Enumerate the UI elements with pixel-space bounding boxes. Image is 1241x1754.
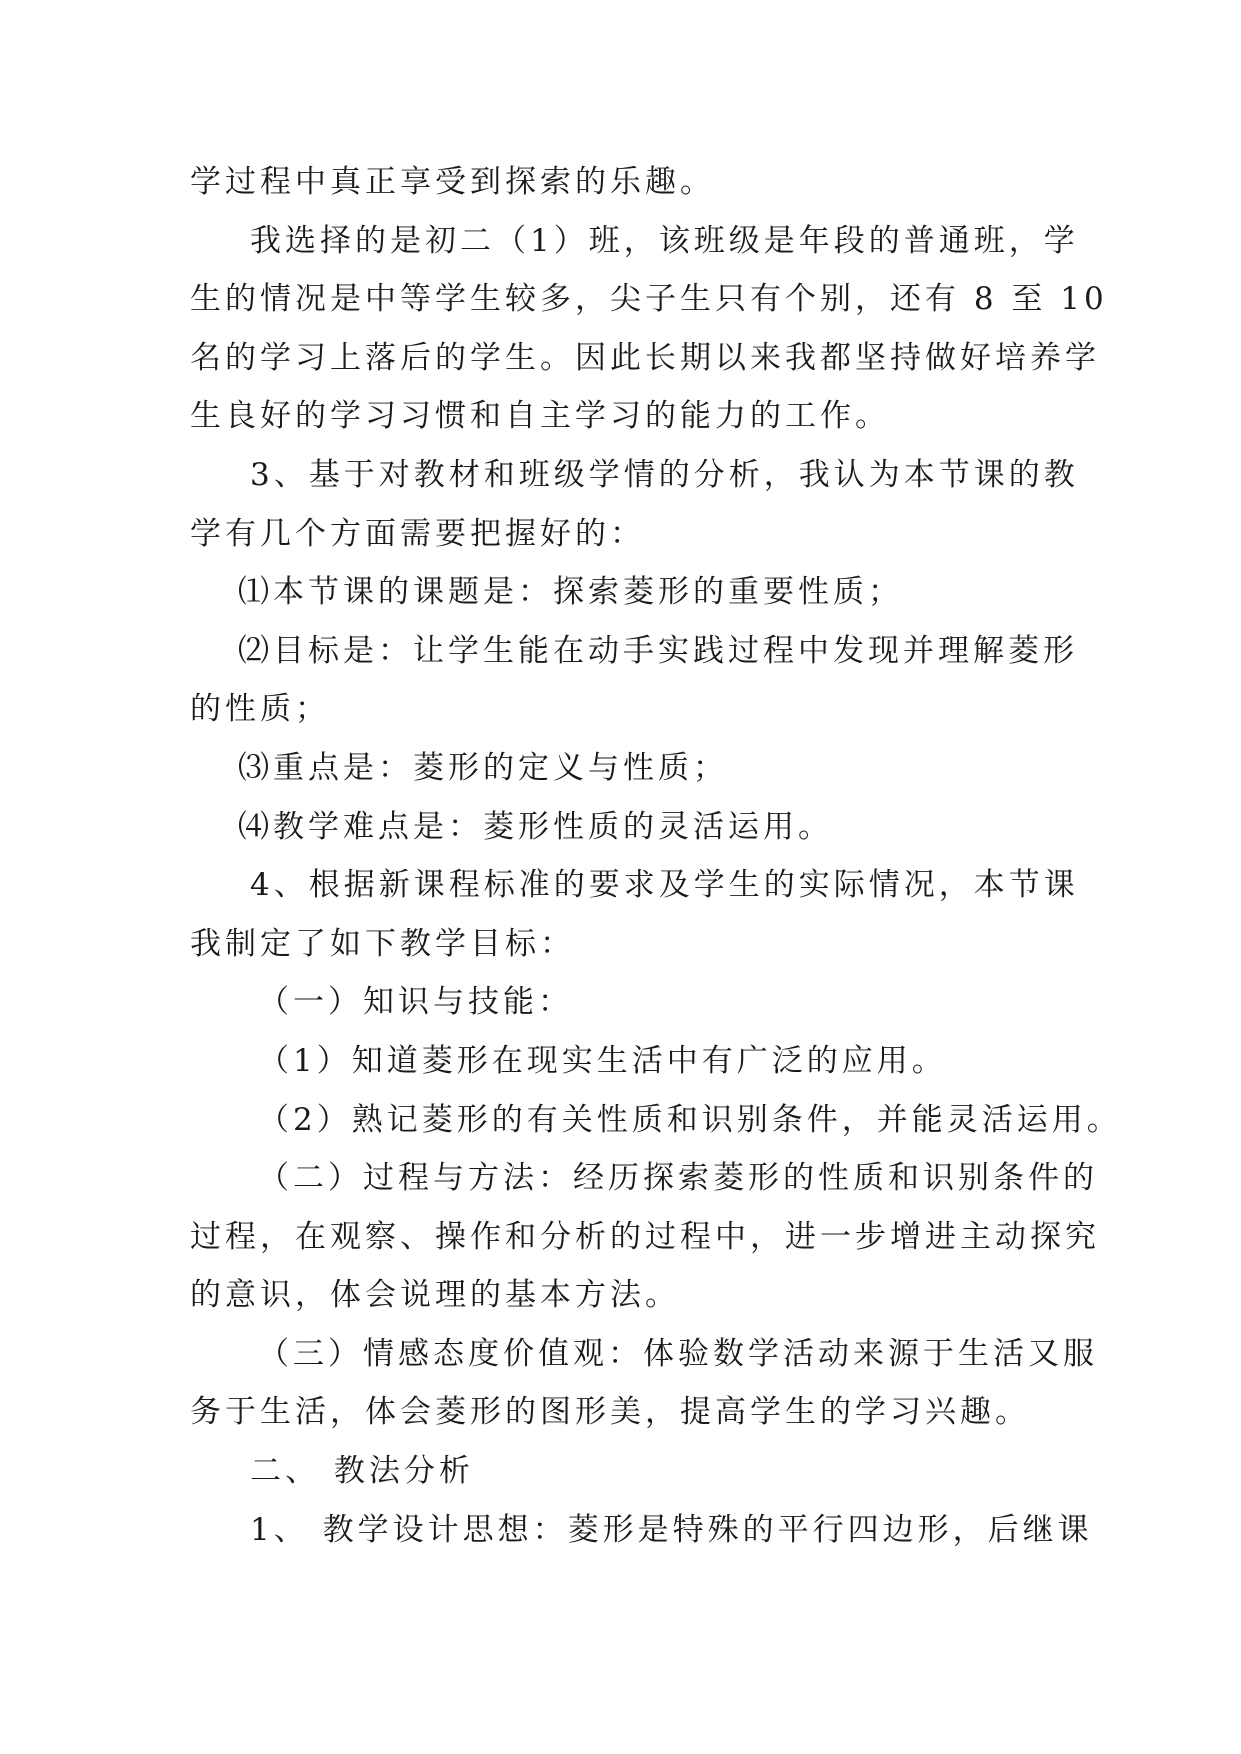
text-line: 生的情况是中等学生较多，尖子生只有个别，还有 8 至 10 bbox=[190, 281, 1108, 318]
text-line: 4、根据新课程标准的要求及学生的实际情况，本节课 bbox=[250, 867, 1079, 904]
text-line: 名的学习上落后的学生。因此长期以来我都坚持做好培养学 bbox=[190, 339, 1100, 376]
text-line: 学过程中真正享受到探索的乐趣。 bbox=[190, 164, 715, 200]
text-line: 1、 教学设计思想：菱形是特殊的平行四边形，后继课 bbox=[250, 1511, 1093, 1548]
section-heading: 二、 教法分析 bbox=[250, 1453, 474, 1490]
text-line: （2）熟记菱形的有关性质和识别条件，并能灵活运用。 bbox=[258, 1101, 1122, 1138]
text-line: 我制定了如下教学目标： bbox=[190, 925, 575, 962]
text-line: ⑴本节课的课题是：探索菱形的重要性质； bbox=[238, 574, 903, 611]
text-line: ⑵目标是：让学生能在动手实践过程中发现并理解菱形 bbox=[238, 632, 1078, 669]
text-line: ⑷教学难点是：菱形性质的灵活运用。 bbox=[238, 808, 833, 845]
text-line: （三）情感态度价值观：体验数学活动来源于生活又服 bbox=[258, 1335, 1098, 1372]
text-line: 我选择的是初二（1）班，该班级是年段的普通班，学 bbox=[250, 222, 1079, 259]
text-line: （1）知道菱形在现实生活中有广泛的应用。 bbox=[258, 1042, 947, 1079]
text-line: 3、基于对教材和班级学情的分析，我认为本节课的教 bbox=[250, 456, 1079, 493]
text-line: 生良好的学习习惯和自主学习的能力的工作。 bbox=[190, 398, 890, 435]
text-line: 务于生活，体会菱形的图形美，提高学生的学习兴趣。 bbox=[190, 1394, 1030, 1431]
document-body bbox=[190, 153, 1122, 1559]
text-line: ⑶重点是：菱形的定义与性质； bbox=[238, 749, 728, 786]
text-line: 学有几个方面需要把握好的： bbox=[190, 515, 645, 552]
text-line: 的性质； bbox=[190, 691, 330, 728]
text-line: 的意识，体会说理的基本方法。 bbox=[190, 1277, 680, 1314]
text-line: （一）知识与技能： bbox=[258, 984, 573, 1021]
text-line: （二）过程与方法：经历探索菱形的性质和识别条件的 bbox=[258, 1160, 1098, 1197]
text-line: 过程，在观察、操作和分析的过程中，进一步增进主动探究 bbox=[190, 1218, 1100, 1255]
